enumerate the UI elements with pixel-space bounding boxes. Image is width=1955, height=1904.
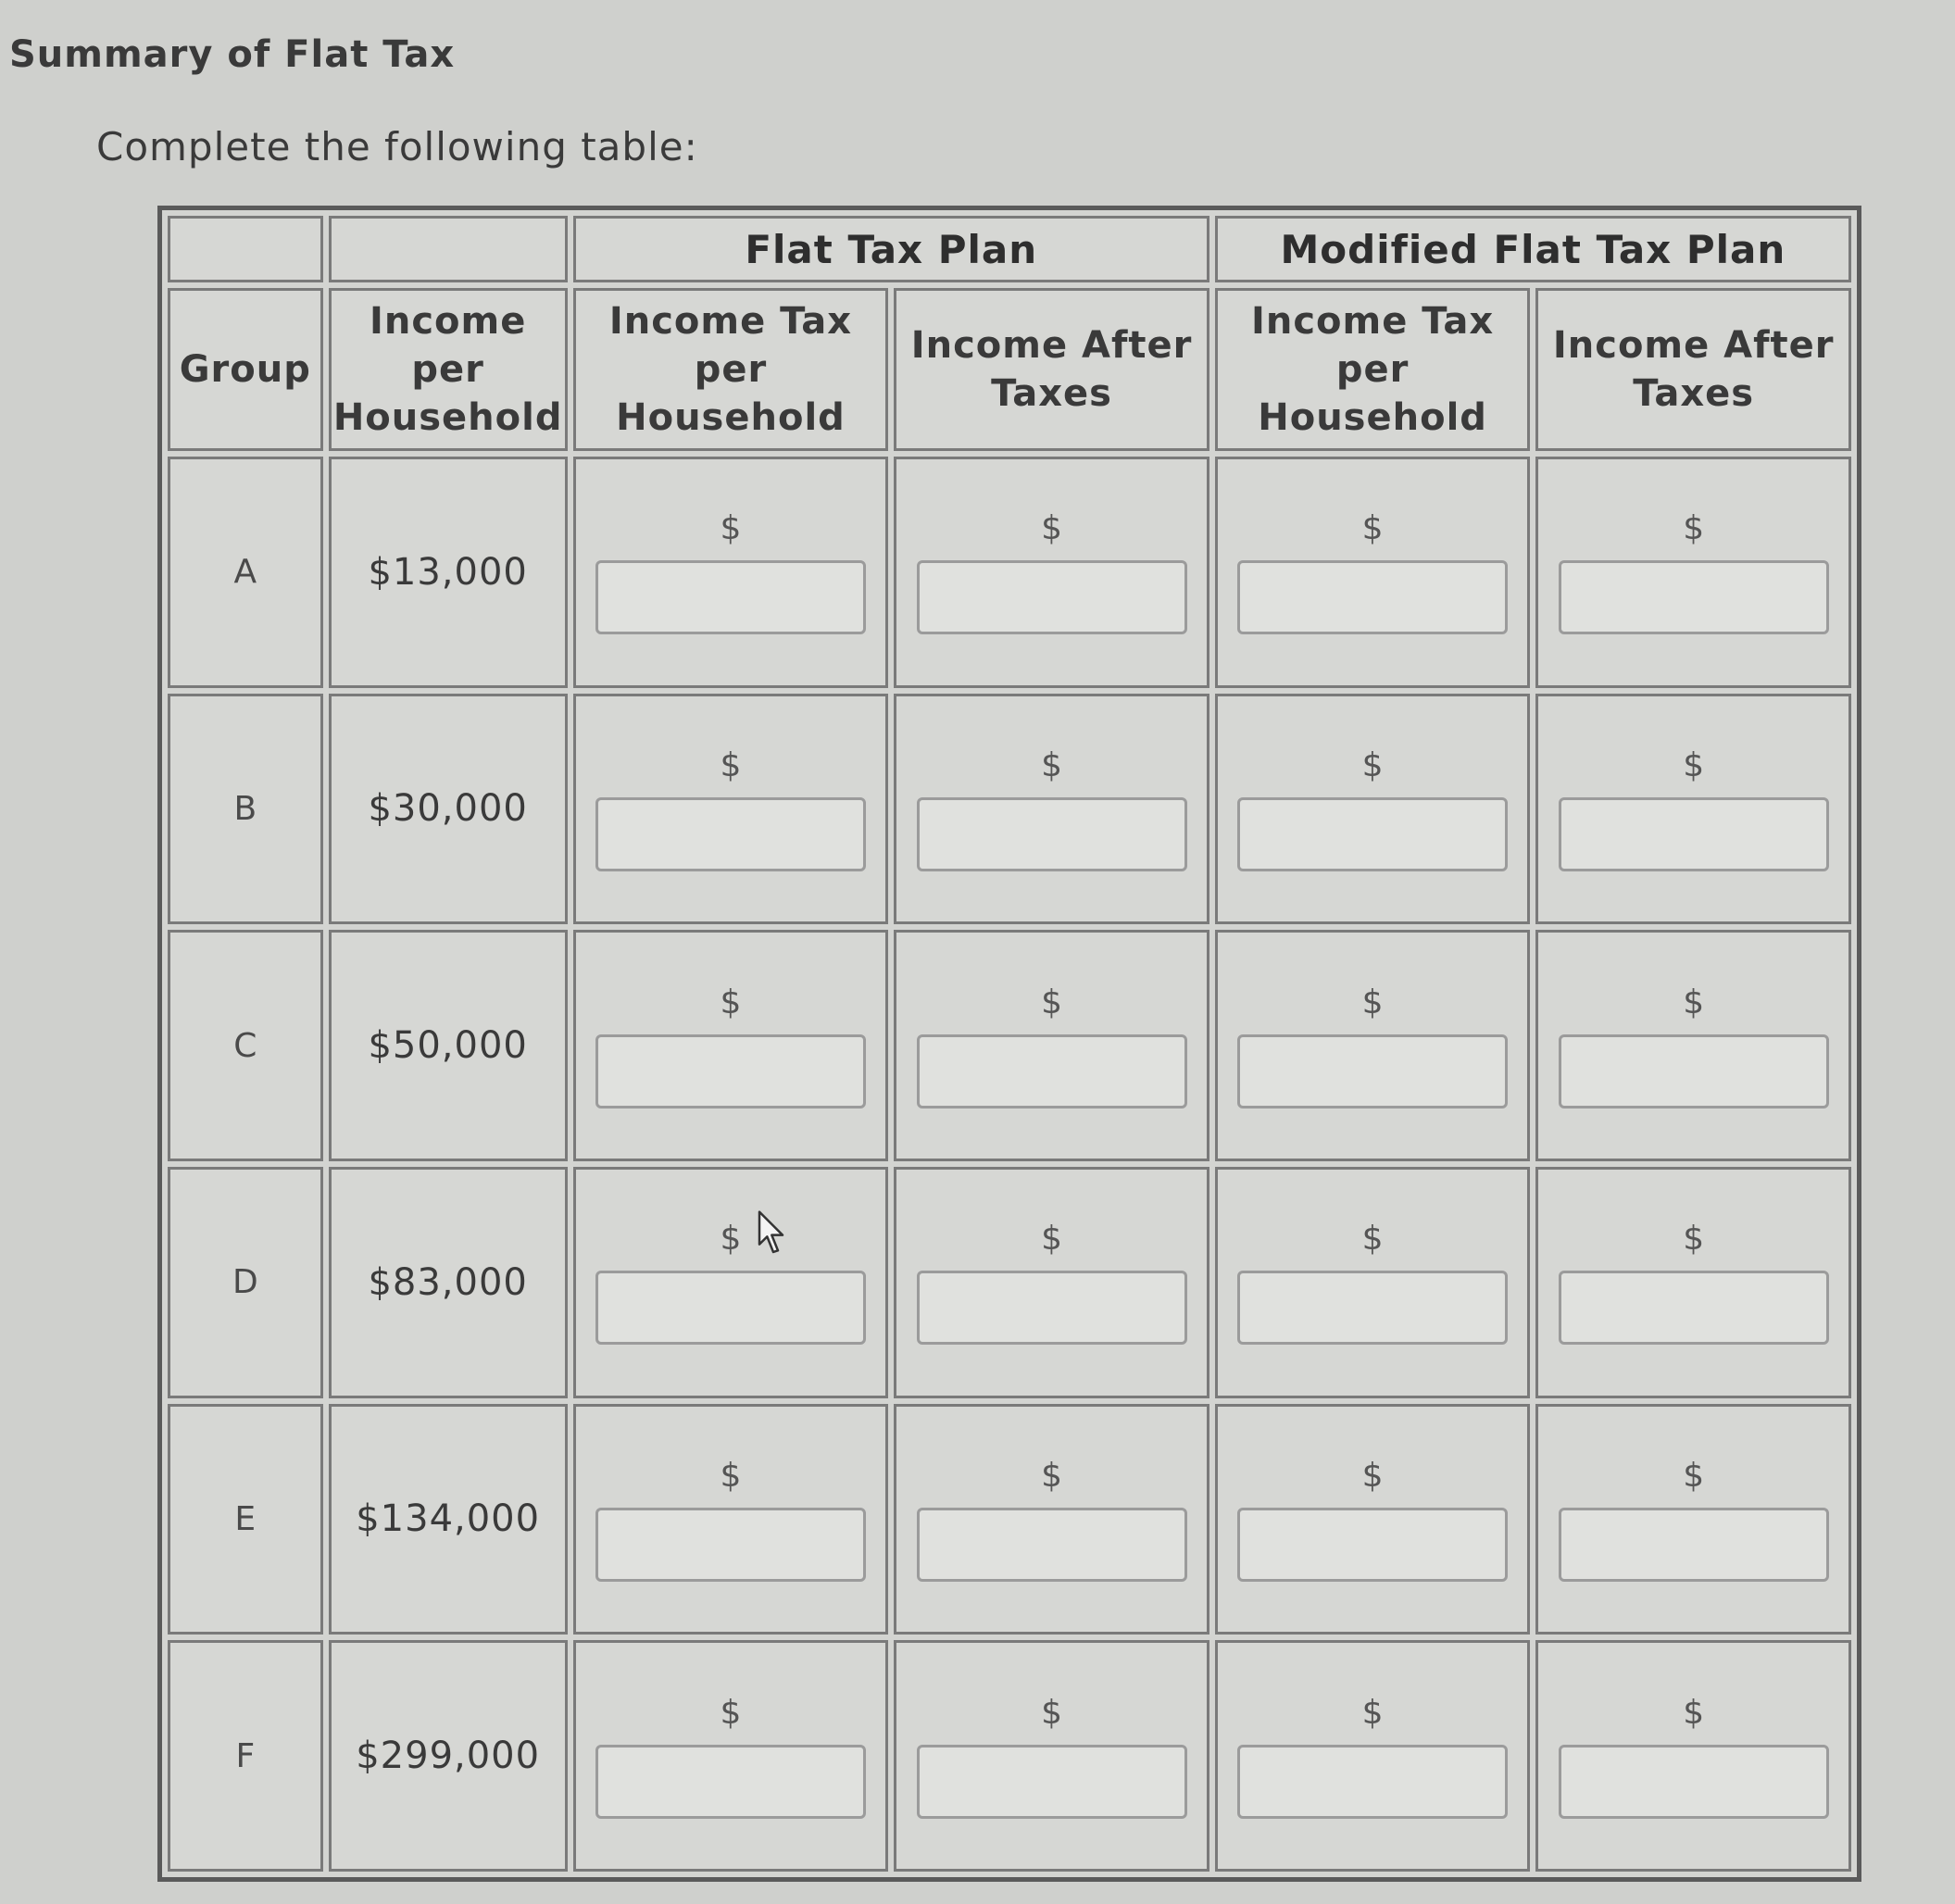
modified-tax-input[interactable] <box>1237 1745 1508 1819</box>
header-line: Taxes <box>991 372 1112 415</box>
header-line: Income After <box>1552 324 1835 367</box>
dollar-sign: $ <box>1361 509 1384 548</box>
dollar-sign: $ <box>1683 1693 1705 1732</box>
dollar-sign: $ <box>1683 509 1705 548</box>
modified-after-entry-cell <box>1535 1404 1851 1635</box>
modified-after-entry-cell <box>1535 1640 1851 1872</box>
group-column-header: Group <box>168 288 323 451</box>
dollar-sign: $ <box>1041 509 1062 548</box>
flat-tax-input[interactable] <box>595 1034 866 1109</box>
header-line: Income Tax <box>1250 300 1495 343</box>
flat-tax-input[interactable] <box>595 797 866 871</box>
mouse-pointer-icon <box>758 1210 789 1257</box>
modified-tax-input[interactable] <box>1237 797 1508 871</box>
blank-header-cell <box>329 216 568 282</box>
flat-after-input[interactable] <box>917 797 1187 871</box>
modified-tax-entry-cell <box>1215 1404 1531 1635</box>
dollar-sign: $ <box>720 983 742 1021</box>
flat-after-entry-cell <box>894 930 1209 1161</box>
flat-tax-entry-cell <box>573 694 889 925</box>
dollar-sign: $ <box>720 509 742 548</box>
modified-after-input[interactable] <box>1559 560 1829 634</box>
dollar-sign: $ <box>1041 1693 1062 1732</box>
flat-tax-input[interactable] <box>595 560 866 634</box>
flat-after-input[interactable] <box>917 1745 1187 1819</box>
modified-tax-entry-cell <box>1215 1167 1531 1398</box>
header-line: Taxes <box>1633 372 1755 415</box>
header-line: per Household <box>616 348 846 439</box>
dollar-sign: $ <box>720 1456 742 1495</box>
dollar-sign: $ <box>1361 1456 1384 1495</box>
header-line: per Household <box>1258 348 1487 439</box>
table-row <box>168 694 1851 925</box>
flat-tax-entry-cell <box>573 930 889 1161</box>
blank-header-cell <box>168 216 323 282</box>
dollar-sign: $ <box>1361 983 1384 1021</box>
group-label: B <box>168 694 323 925</box>
dollar-sign: $ <box>1041 745 1062 784</box>
flat-after-entry-cell <box>894 457 1209 688</box>
column-header-row <box>168 288 1851 451</box>
flat-after-entry-cell <box>894 694 1209 925</box>
modified-tax-entry-cell <box>1215 930 1531 1161</box>
dollar-sign: $ <box>1361 1693 1384 1732</box>
flat-tax-entry-cell <box>573 1167 889 1398</box>
group-label: D <box>168 1167 323 1398</box>
header-line: Household <box>332 396 563 439</box>
modified-tax-entry-cell <box>1215 457 1531 688</box>
header-line: per <box>411 348 484 391</box>
income-value: $83,000 <box>329 1167 568 1398</box>
dollar-sign: $ <box>1041 983 1062 1021</box>
flat-tax-entry-cell <box>573 1404 889 1635</box>
flat-after-entry-cell <box>894 1167 1209 1398</box>
dollar-sign: $ <box>1683 745 1705 784</box>
income-value: $13,000 <box>329 457 568 688</box>
group-label: C <box>168 930 323 1161</box>
header-line: Income <box>369 300 527 343</box>
header-line: Income After <box>910 324 1193 367</box>
table-row <box>168 1404 1851 1635</box>
dollar-sign: $ <box>720 745 742 784</box>
modified-after-input[interactable] <box>1559 1034 1829 1109</box>
group-label: A <box>168 457 323 688</box>
modified-after-input[interactable] <box>1559 1271 1829 1345</box>
flat-tax-column-header <box>573 288 889 451</box>
instruction-text: Complete the following table: <box>96 124 698 169</box>
page-title: Summary of Flat Tax <box>9 33 456 76</box>
dollar-sign: $ <box>1041 1220 1062 1259</box>
table-row <box>168 930 1851 1161</box>
modified-tax-entry-cell <box>1215 694 1531 925</box>
group-header-row <box>168 216 1851 282</box>
table-row <box>168 1167 1851 1398</box>
modified-after-input[interactable] <box>1559 1745 1829 1819</box>
table-row <box>168 457 1851 688</box>
flat-tax-entry-cell <box>573 1640 889 1872</box>
flat-after-entry-cell <box>894 1404 1209 1635</box>
dollar-sign: $ <box>720 1693 742 1732</box>
modified-tax-input[interactable] <box>1237 1508 1508 1582</box>
group-label: E <box>168 1404 323 1635</box>
group-label: F <box>168 1640 323 1872</box>
dollar-sign: $ <box>1683 1220 1705 1259</box>
modified-flat-tax-plan-header: Modified Flat Tax Plan <box>1215 216 1851 282</box>
dollar-sign: $ <box>1041 1456 1062 1495</box>
modified-after-column-header <box>1535 288 1851 451</box>
modified-after-entry-cell <box>1535 1167 1851 1398</box>
dollar-sign: $ <box>1683 983 1705 1021</box>
flat-tax-table <box>157 206 1861 1882</box>
modified-tax-input[interactable] <box>1237 1271 1508 1345</box>
flat-tax-input[interactable] <box>595 1271 866 1345</box>
modified-after-input[interactable] <box>1559 1508 1829 1582</box>
flat-after-column-header <box>894 288 1209 451</box>
flat-after-input[interactable] <box>917 1271 1187 1345</box>
flat-after-input[interactable] <box>917 560 1187 634</box>
flat-after-input[interactable] <box>917 1508 1187 1582</box>
dollar-sign: $ <box>720 1220 742 1259</box>
dollar-sign: $ <box>1683 1456 1705 1495</box>
income-value: $50,000 <box>329 930 568 1161</box>
modified-after-input[interactable] <box>1559 797 1829 871</box>
modified-after-entry-cell <box>1535 457 1851 688</box>
dollar-sign: $ <box>1361 1220 1384 1259</box>
income-column-header <box>329 288 568 451</box>
modified-tax-column-header <box>1215 288 1531 451</box>
modified-tax-input[interactable] <box>1237 1034 1508 1109</box>
flat-after-entry-cell <box>894 1640 1209 1872</box>
modified-after-entry-cell <box>1535 694 1851 925</box>
dollar-sign: $ <box>1361 745 1384 784</box>
modified-after-entry-cell <box>1535 930 1851 1161</box>
flat-tax-input[interactable] <box>595 1508 866 1582</box>
income-value: $30,000 <box>329 694 568 925</box>
modified-tax-input[interactable] <box>1237 560 1508 634</box>
flat-tax-plan-header: Flat Tax Plan <box>573 216 1209 282</box>
modified-tax-entry-cell <box>1215 1640 1531 1872</box>
flat-after-input[interactable] <box>917 1034 1187 1109</box>
flat-tax-input[interactable] <box>595 1745 866 1819</box>
header-line: Income Tax <box>608 300 853 343</box>
income-value: $134,000 <box>329 1404 568 1635</box>
income-value: $299,000 <box>329 1640 568 1872</box>
flat-tax-entry-cell <box>573 457 889 688</box>
table-row <box>168 1640 1851 1872</box>
